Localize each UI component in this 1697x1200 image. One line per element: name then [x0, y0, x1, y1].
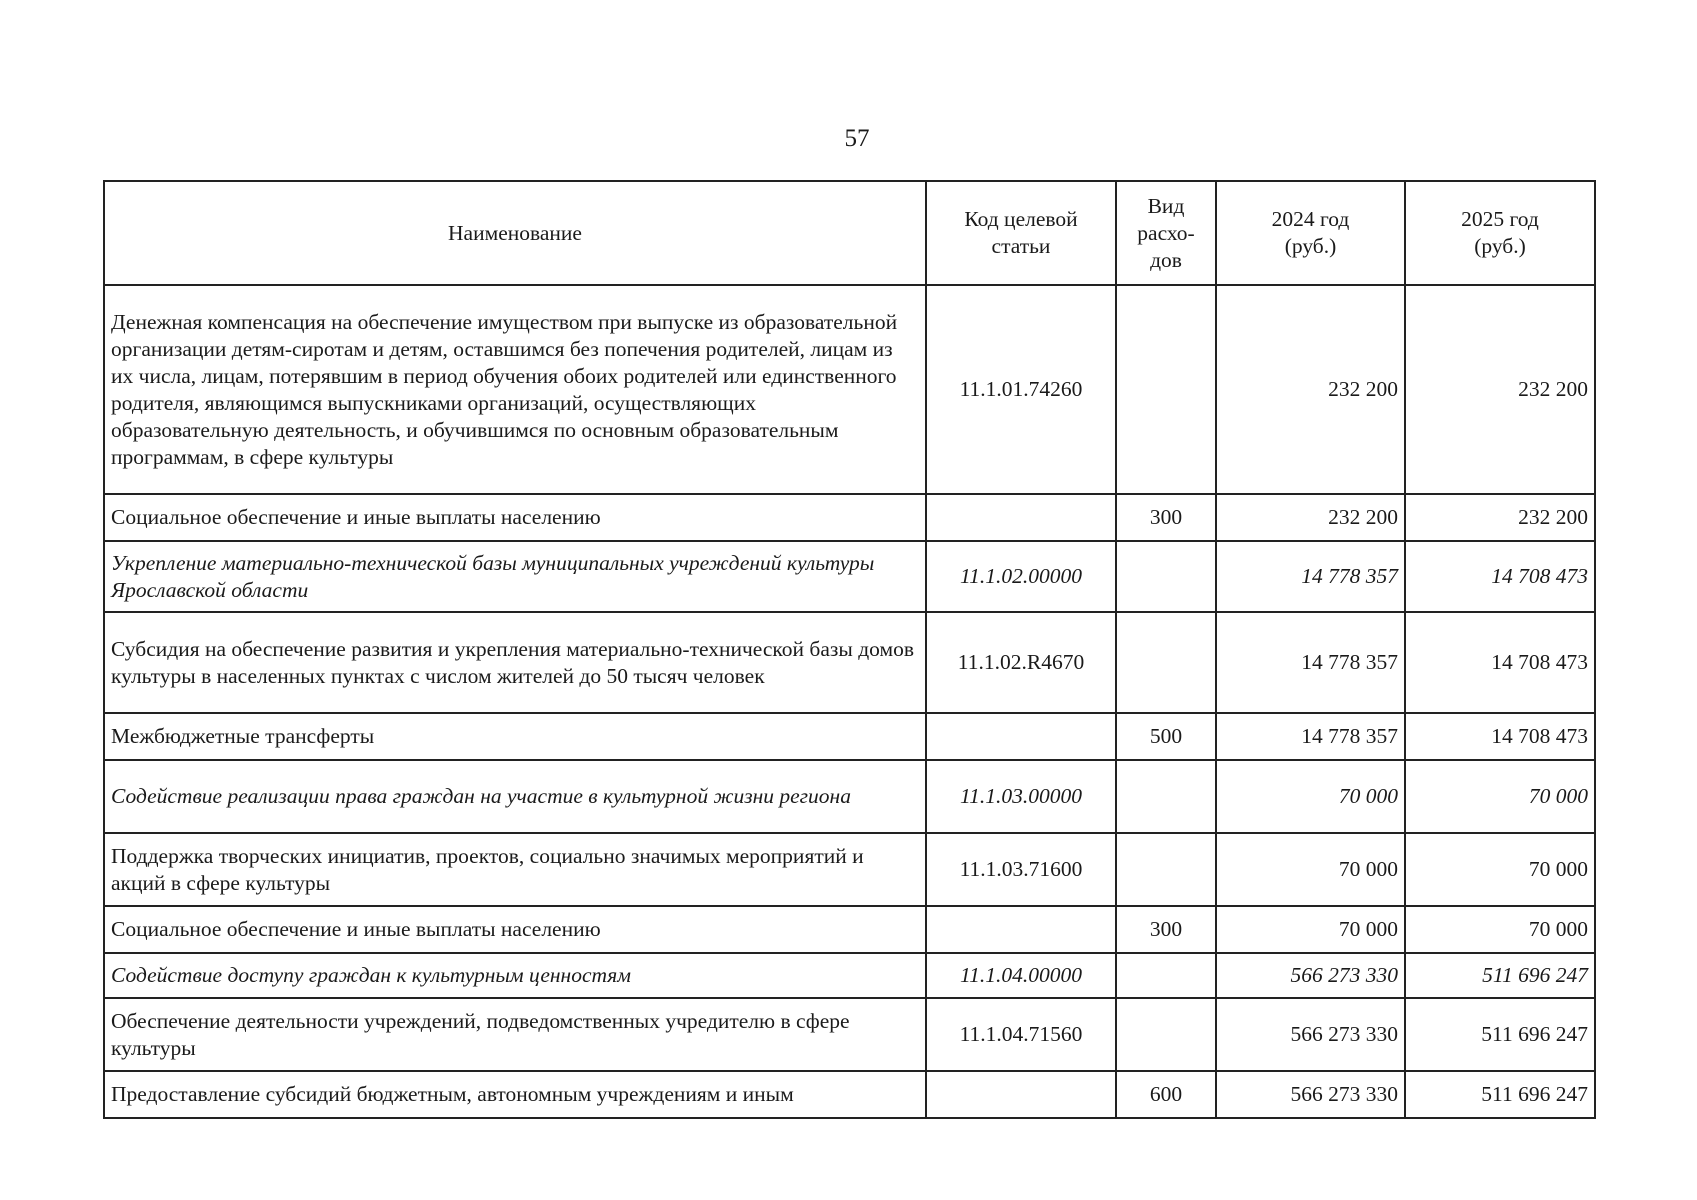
table-row: [104, 998, 1595, 1071]
row-name: Содействие доступу граждан к культурным ценностям: [104, 953, 926, 998]
header-2025: 2025 год (руб.): [1405, 181, 1595, 285]
header-kind: Вид расхо- дов: [1116, 181, 1216, 285]
row-kind: 500: [1116, 713, 1216, 760]
row-code: 11.1.02.R4670: [926, 612, 1116, 713]
row-code: [926, 494, 1116, 541]
table-row: [104, 713, 1595, 760]
row-name: Предоставление субсидий бюджетным, автономным учреждениям и иным: [104, 1071, 926, 1118]
table-row: [104, 494, 1595, 541]
row-2025: 511 696 247: [1405, 953, 1595, 998]
row-2024: 14 778 357: [1216, 612, 1405, 713]
row-name: Обеспечение деятельности учреждений, подведомственных учредителю в сфере культуры: [104, 998, 926, 1071]
header-code: Код целевой статьи: [926, 181, 1116, 285]
row-2025: 511 696 247: [1405, 998, 1595, 1071]
row-kind: [1116, 760, 1216, 833]
table-row: [104, 833, 1595, 906]
table-row: [104, 953, 1595, 998]
row-2024: 566 273 330: [1216, 1071, 1405, 1118]
row-name: Содействие реализации права граждан на участие в культурной жизни региона: [104, 760, 926, 833]
row-2025: 70 000: [1405, 833, 1595, 906]
row-2025: 70 000: [1405, 906, 1595, 953]
table-header-row: [104, 181, 1595, 285]
row-2024: 566 273 330: [1216, 998, 1405, 1071]
row-2025: 14 708 473: [1405, 713, 1595, 760]
table-row: [104, 906, 1595, 953]
row-kind: [1116, 953, 1216, 998]
row-2025: 511 696 247: [1405, 1071, 1595, 1118]
row-2024: 70 000: [1216, 833, 1405, 906]
row-code: 11.1.01.74260: [926, 285, 1116, 494]
row-name: Укрепление материально-технической базы муниципальных учреждений культуры Ярославской области: [104, 541, 926, 612]
row-kind: [1116, 285, 1216, 494]
row-name: Денежная компенсация на обеспечение имуществом при выпуске из образовательной организации детям-сиротам и детям, оставшимся без попечения родителей, лицам из их числа, лицам, потерявшим в период обучения обоих родителей или единственного родителя, являющимся выпускниками организаций, осуществляющих образовательную деятельность, и обучившимся по основным образовательным программам, в сфере культуры: [104, 285, 926, 494]
row-2024: 14 778 357: [1216, 541, 1405, 612]
row-kind: [1116, 998, 1216, 1071]
row-code: 11.1.04.71560: [926, 998, 1116, 1071]
row-kind: [1116, 612, 1216, 713]
row-2024: 566 273 330: [1216, 953, 1405, 998]
row-2025: 70 000: [1405, 760, 1595, 833]
header-2024: 2024 год (руб.): [1216, 181, 1405, 285]
row-name: Поддержка творческих инициатив, проектов, социально значимых мероприятий и акций в сфере культуры: [104, 833, 926, 906]
row-code: 11.1.03.00000: [926, 760, 1116, 833]
header-name: Наименование: [104, 181, 926, 285]
row-code: [926, 1071, 1116, 1118]
row-kind: [1116, 541, 1216, 612]
row-2025: 232 200: [1405, 494, 1595, 541]
row-kind: 300: [1116, 494, 1216, 541]
row-2024: 70 000: [1216, 906, 1405, 953]
row-name: Субсидия на обеспечение развития и укрепления материально-технической базы домов культуры в населенных пунктах с числом жителей до 50 тысяч человек: [104, 612, 926, 713]
row-2025: 232 200: [1405, 285, 1595, 494]
table-row: [104, 541, 1595, 612]
row-2025: 14 708 473: [1405, 541, 1595, 612]
row-name: Социальное обеспечение и иные выплаты населению: [104, 494, 926, 541]
table-row: [104, 612, 1595, 713]
row-2024: 70 000: [1216, 760, 1405, 833]
budget-table: [103, 180, 1596, 1119]
row-2024: 232 200: [1216, 494, 1405, 541]
row-2024: 232 200: [1216, 285, 1405, 494]
table-row: [104, 285, 1595, 494]
row-code: [926, 906, 1116, 953]
row-2024: 14 778 357: [1216, 713, 1405, 760]
table-row: [104, 1071, 1595, 1118]
row-kind: 600: [1116, 1071, 1216, 1118]
page-number: 57: [844, 125, 870, 152]
row-name: Социальное обеспечение и иные выплаты населению: [104, 906, 926, 953]
row-code: 11.1.03.71600: [926, 833, 1116, 906]
row-kind: 300: [1116, 906, 1216, 953]
row-code: 11.1.04.00000: [926, 953, 1116, 998]
row-code: [926, 713, 1116, 760]
row-name: Межбюджетные трансферты: [104, 713, 926, 760]
row-kind: [1116, 833, 1216, 906]
row-2025: 14 708 473: [1405, 612, 1595, 713]
row-code: 11.1.02.00000: [926, 541, 1116, 612]
table-row: [104, 760, 1595, 833]
